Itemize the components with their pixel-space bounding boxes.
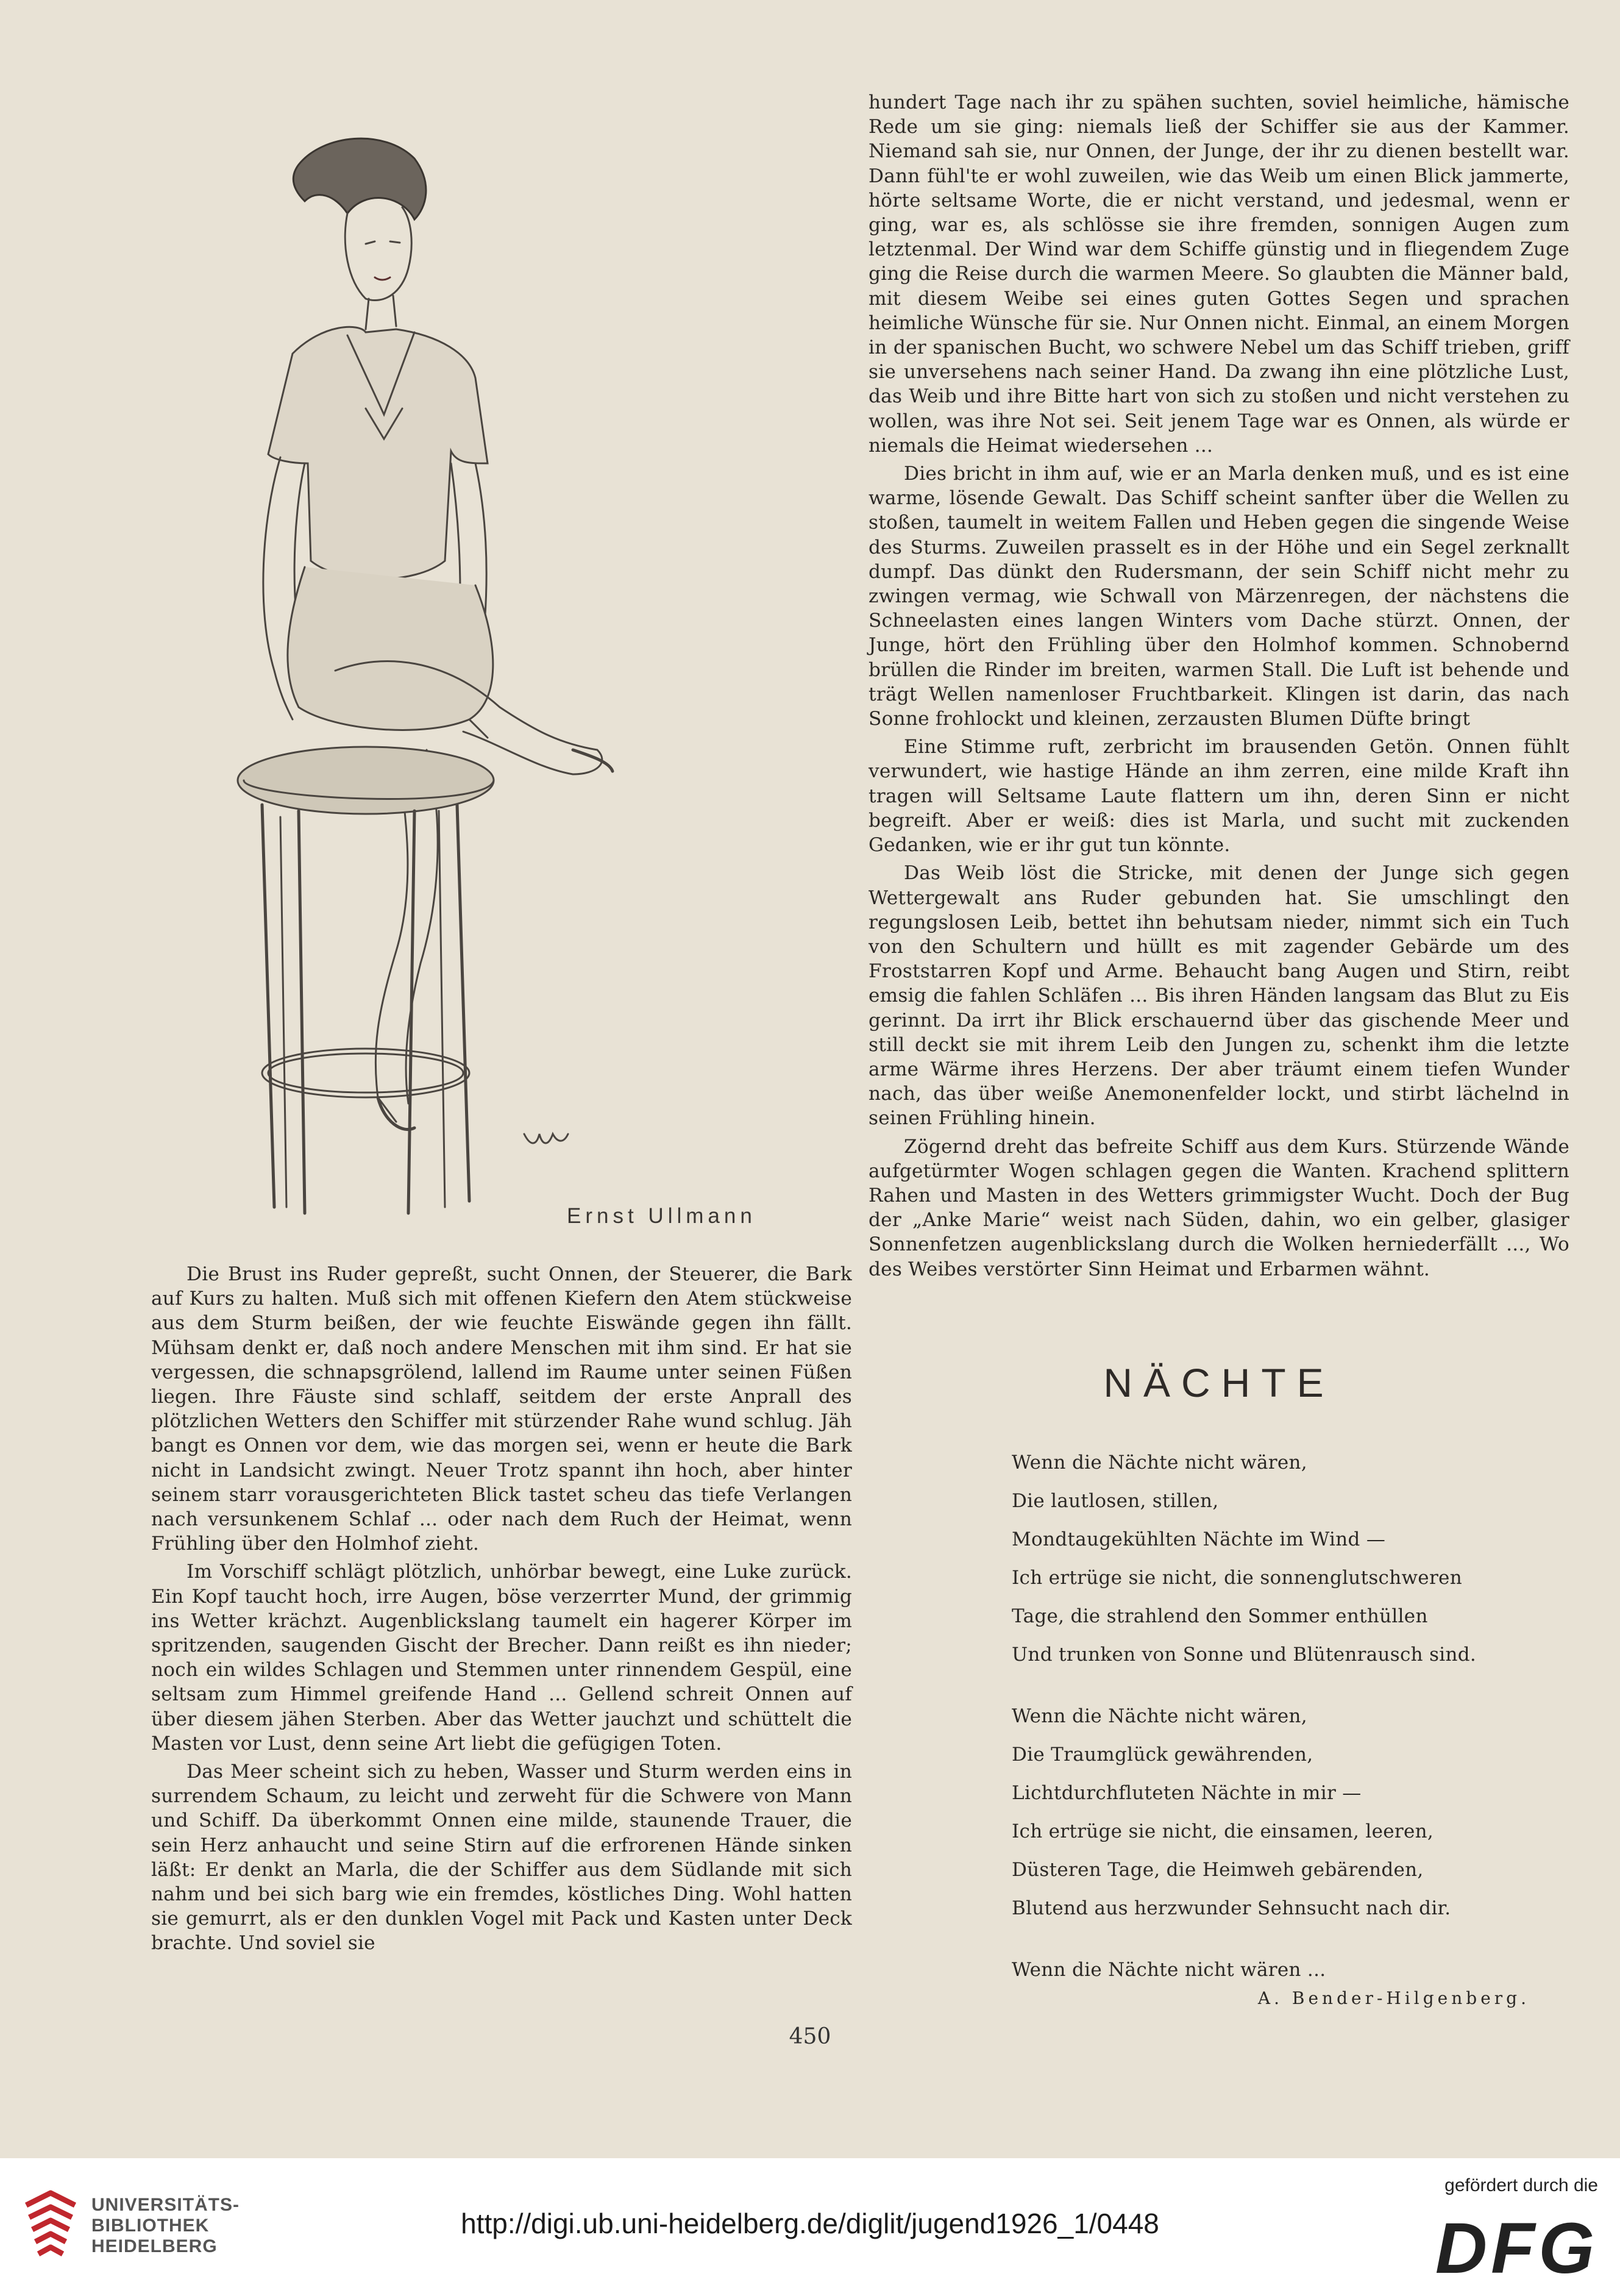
poem-verse: Ich ertrüge sie nicht, die sonnenglutschweren <box>1012 1567 1462 1589</box>
story-paragraph: Das Weib löst die Stricke, mit denen der Junge sich gegen Wettergewalt ans Ruder gebunden hat. Sie umschlingt den regungslosen Leib, bettet ihn behutsam nieder, nimmt sich ein Tuch von den Schultern und hüllt es mit zagender Gebärde um des Froststarren Kopf und Arme. Behaucht bang Augen und Stirn, reibt emsig die fahlen Schläfen ... Bis ihren Händen langsam das Blut zu Eis gerinnt. Da irrt ihr Blick erschauernd über das gischende Meer und still deckt sie mit ihrem Leib den Jungen zu, schenkt ihm die letzte arme Wärme ihres Herzens. Der aber träumt einem tiefen Wunder nach, das über weiße Anemonenfelder lockt, und stirbt lächelnd in seinen Frühling hinein. <box>869 862 1569 1130</box>
illustration-caption: Ernst Ullmann <box>567 1204 756 1228</box>
poem-verse: Wenn die Nächte nicht wären, <box>1012 1452 1307 1474</box>
story-paragraph: Die Brust ins Ruder gepreßt, sucht Onnen, der Steuerer, die Bark auf Kurs zu halten. Muß sich mit offenen Kiefern den Atem stückweise aus dem Sturm beißen, der wie feuchte Eiswände gegen ihn fällt. Mühsam denkt er, daß noch andere Menschen mit ihm sind. Er hat sie vergessen, die schnapsgrölend, lallend im Raume unter seinen Füßen liegen. Ihre Fäuste sind schlaff, seitdem der erste Anprall des plötzlichen Wetters den Schiffer mit stürzender Rahe wund schlug. Jäh bangt es Onnen vor dem, wie das morgen sei, wenn er heute die Bark nicht in Landsicht zwingt. Neuer Trotz spannt ihn hoch, aber hinter seinem starr vorausgerichteten Blick tastet scheu das tiefe Verlangen nach versunkenem Schlaf ... oder nach dem Ruch der Heimat, wenn Frühling über den Holmhof zieht. <box>151 1263 852 1555</box>
poem-title: NÄCHTE <box>1103 1360 1335 1405</box>
poem-verse: Lichtdurchfluteten Nächte in mir — <box>1012 1782 1362 1804</box>
poem-stanza <box>1012 1951 1560 1989</box>
poem-verse: Blutend aus herzwunder Sehnsucht nach dir. <box>1012 1897 1451 1919</box>
page-number: 450 <box>789 2024 831 2049</box>
story-paragraph: Eine Stimme ruft, zerbricht im brausenden Getön. Onnen fühlt verwundert, wie hastige Hände an ihm zerren, eine milde Kraft ihn tragen will Seltsame Laute flattern um ihn, deren Sinn er nicht begreift. Aber er weiß: dies ist Marla, und sucht mit zuckenden Gedanken, wie er ihr gut tun könnte. <box>869 736 1569 857</box>
story-paragraph: Zögernd dreht das befreite Schiff aus dem Kurs. Stürzende Wände aufgetürmter Wogen schlagen gegen die Wanten. Krachend splittern Rahen und Masten in des Wetters grimmigster Wucht. Doch der Bug der „Anke Marie“ weist nach Süden, dahin, wo ein gelber, glasiger Sonnenfetzen augenblickslang durch die Wolken herniederfällt ..., Wo des Weibes verstörter Sinn Heimat und Erbarmen wähnt. <box>869 1135 1569 1280</box>
right-text-column <box>869 90 1569 1285</box>
poem-verse: Mondtaugekühlten Nächte im Wind — <box>1012 1528 1386 1550</box>
digitization-footer <box>0 2158 1620 2296</box>
left-text-column <box>151 1262 852 1959</box>
story-paragraph: Das Meer scheint sich zu heben, Wasser und Sturm werden eins in surrendem Schaum, zu leicht und zerweht für die Schwere von Mann und Schiff. Da überkommt Onnen eine milde, staunende Trauer, die sein Herz anhaucht und seine Stirn auf die erfrorenen Hände sinken läßt: Er denkt an Marla, die der Schiffer aus dem Südlande mit sich nahm und bei sich barg wie ein fremdes, köstliches Ding. Wohl hatten sie gemurrt, als er den dunklen Vogel mit Pack und Kasten unter Deck brachte. Und soviel sie <box>151 1761 852 1955</box>
source-url-link[interactable]: http://digi.ub.uni-heidelberg.de/diglit/jugend1926_1/0448 <box>461 2208 1159 2239</box>
poem-author: A. Bender-Hilgenberg. <box>1257 1988 1530 2008</box>
dfg-logo: DFG <box>1435 2208 1598 2289</box>
poem-stanza <box>1012 1697 1560 1928</box>
institution-name: UNIVERSITÄTS- BIBLIOTHEK HEIDELBERG <box>91 2195 240 2256</box>
poem-verse: Düsteren Tage, die Heimweh gebärenden, <box>1012 1859 1424 1881</box>
story-paragraph: hundert Tage nach ihr zu spähen suchten, soviel heimliche, hämische Rede um sie ging: niemals ließ der Schiffer sie aus der Kammer. Niemand sah sie, nur Onnen, der Junge, der ihr zu dienen bestellt war. Dann fühl'te er wohl zuweilen, wie das Weib um einen Blick jammerte, hörte seltsame Worte, die er nicht verstand, und jedesmal, wenn er ging, war es, als schlösse sie ihre fremden, sonnigen Augen zum letztenmal. Der Wind war dem Schiffe günstig und in fliegendem Zuge ging die Reise durch die warmen Meere. So glaubten die Männer bald, mit diesem Weibe sei eines guten Gottes Segen und sprachen heimliche Wünsche für sie. Nur Onnen nicht. Einmal, an einem Morgen in der spanischen Bucht, wo schwere Nebel um das Schiff trieben, griff sie unversehens nach seiner Hand. Da zwang ihn eine plötzliche Lust, das Weib und ihre Bitte hart von sich zu stoßen und nicht verstehen zu wollen, was ihre Not sei. Seit jenem Tage war es Onnen, als würde er niemals die Heimat wiedersehen ... <box>869 91 1569 457</box>
poem-verse: Die lautlosen, stillen, <box>1012 1490 1219 1512</box>
poem-verse: Wenn die Nächte nicht wären, <box>1012 1705 1307 1727</box>
sponsor-label: gefördert durch die <box>1444 2175 1598 2195</box>
poem-verse: Tage, die strahlend den Sommer enthüllen <box>1012 1605 1428 1627</box>
story-paragraph: Im Vorschiff schlägt plötzlich, unhörbar bewegt, eine Luke zurück. Ein Kopf taucht hoch, irre Augen, böse verzerrter Mund, der grimmig ins Wetter krächzt. Augenblickslang taumelt ein hagerer Körper im spritzenden, saugenden Gischt der Brecher. Dann reißt es ihn nieder; noch ein wildes Schlagen und Stemmen unter rinnendem Gespül, eine seltsam zum Himmel greifende Hand ... Gellend schreit Onnen auf über diesem jähen Sterben. Aber das Wetter jauchzt und schüttelt die Masten vor Lust, denn seine Art liebt die gefügigen Toten. <box>151 1561 852 1755</box>
poem-verse: Wenn die Nächte nicht wären ... <box>1012 1959 1326 1981</box>
poem-stanza <box>1012 1444 1560 1674</box>
poem-verse: Ich ertrüge sie nicht, die einsamen, leeren, <box>1012 1820 1434 1842</box>
poem-body <box>1012 1444 1560 2008</box>
poem-verse: Und trunken von Sonne und Blütenrausch sind. <box>1012 1644 1477 1666</box>
woman-on-stool-drawing <box>183 122 622 1219</box>
story-paragraph: Dies bricht in ihm auf, wie er an Marla denken muß, und es ist eine warme, lösende Gewalt. Das Schiff scheint sanfter über die Wellen zu stoßen, taumelt in weitem Fallen und Heben gegen die singende Weise des Sturms. Zuweilen prasselt es in der Höhe und ein Segel zerknallt dumpf. Das dünkt den Rudersmann, der sein Schiff nicht mehr zu zwingen vermag, wie Schwall von Märzenregen, der nächstens die Schneelasten eines langen Winters vom Dache stürzt. Onnen, der Junge, hört den Frühling über den Holmhof kommen. Schnobernd brüllen die Rinder im breiten, warmen Stall. Die Luft ist behende und trägt Wellen namenloser Fruchtbarkeit. Klingen ist darin, das nach Sonne frohlockt und kleinen, zerzausten Blumen Düfte bringt <box>869 463 1569 730</box>
poem-verse: Die Traumglück gewährenden, <box>1012 1744 1313 1766</box>
